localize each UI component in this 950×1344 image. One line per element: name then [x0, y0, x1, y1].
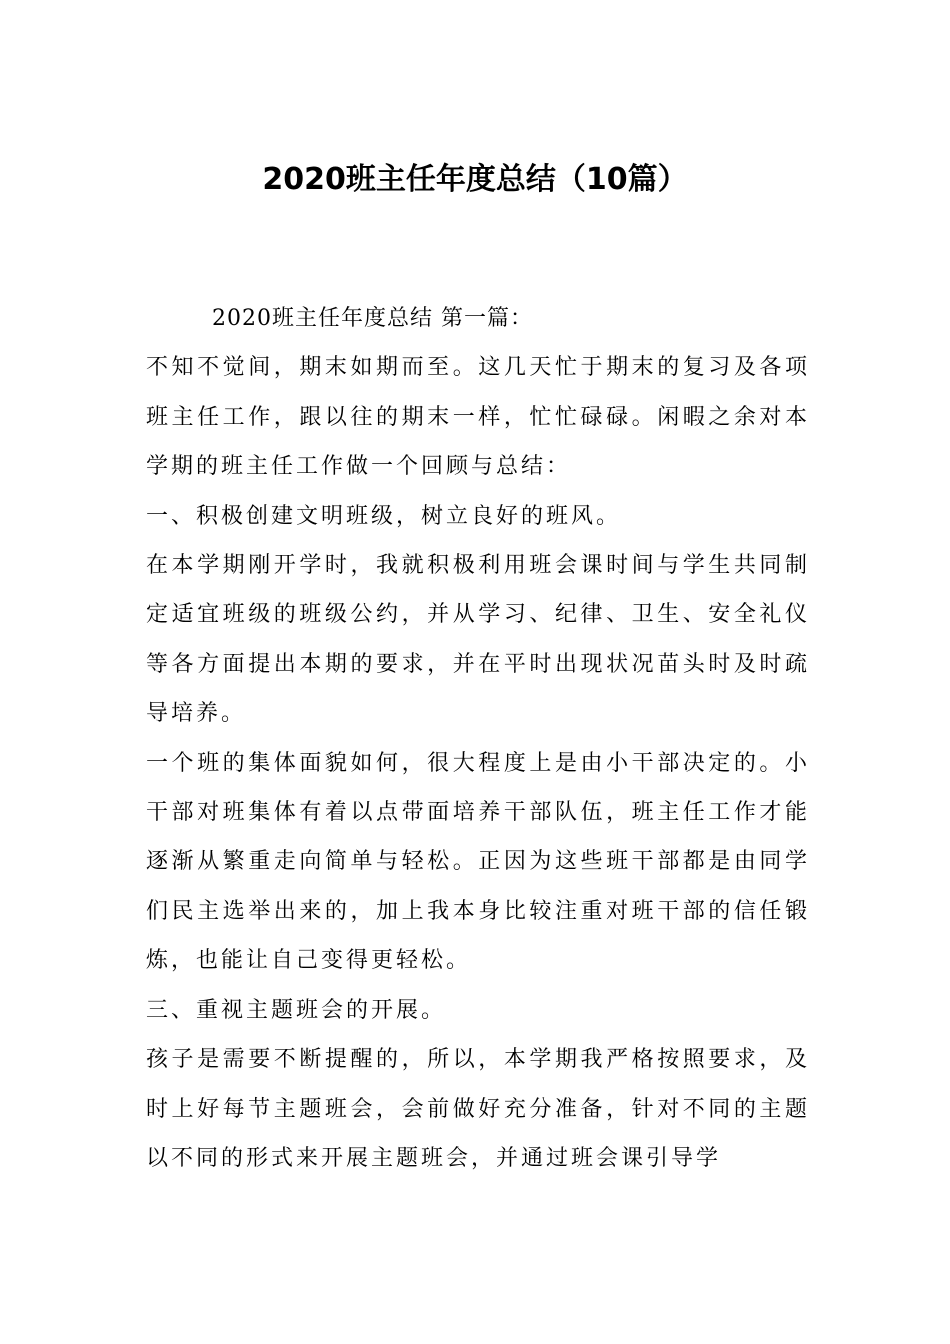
paragraph: 一、积极创建文明班级，树立良好的班风。 [146, 503, 622, 529]
document-body [146, 294, 810, 1183]
paragraph: 不知不觉间，期末如期而至。这几天忙于期末的复习及各项班主任工作，跟以往的期末一样，忙忙碌碌。闲暇之余对本学期的班主任工作做一个回顾与总结： [146, 355, 810, 480]
section-heading: 2020班主任年度总结 第一篇： [212, 306, 533, 331]
paragraph: 孩子是需要不断提醒的，所以，本学期我严格按照要求，及时上好每节主题班会，会前做好充分准备，针对不同的主题以不同的形式来开展主题班会，并通过班会课引导学 [146, 1047, 810, 1171]
paragraph: 三、重视主题班会的开展。 [146, 997, 447, 1023]
paragraph: 在本学期刚开学时，我就积极利用班会课时间与学生共同制定适宜班级的班级公约，并从学习、纪律、卫生、安全礼仪等各方面提出本期的要求，并在平时出现状况苗头时及时疏导培养。 [146, 553, 810, 727]
document-title: 2020班主任年度总结（10篇） [262, 162, 688, 197]
paragraph: 一个班的集体面貌如何，很大程度上是由小干部决定的。小干部对班集体有着以点带面培养干部队伍，班主任工作才能逐渐从繁重走向简单与轻松。正因为这些班干部都是由同学们民主选举出来的，加上我本身比较注重对班干部的信任锻炼，也能让自己变得更轻松。 [146, 750, 810, 974]
